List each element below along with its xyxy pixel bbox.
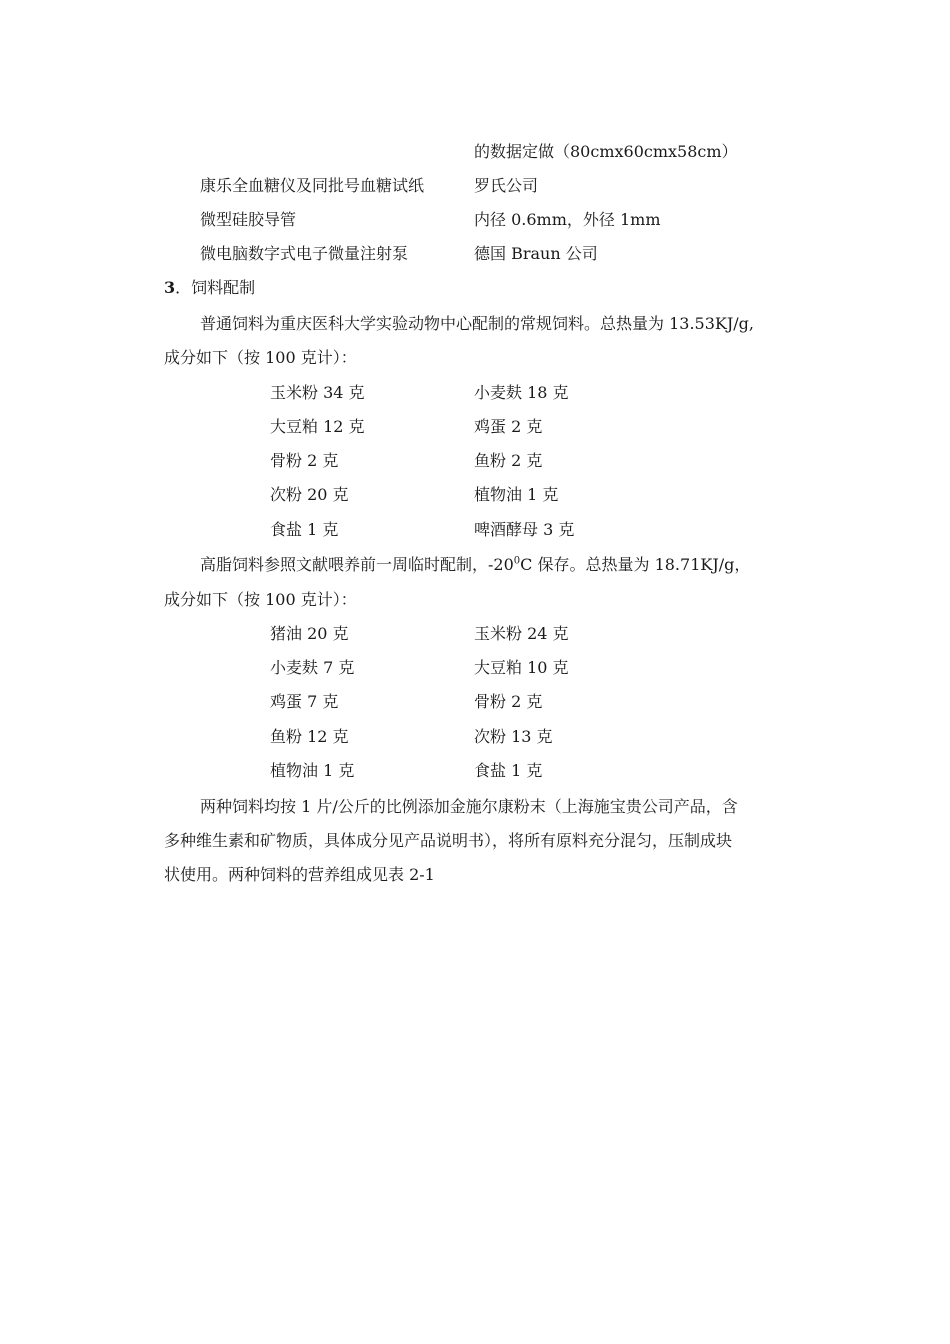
section-number: 3: [164, 278, 176, 297]
high-fat-intro-part1: 高脂饲料参照文献喂养前一周临时配制，-20: [200, 555, 514, 574]
normal-ingredient: 食盐 1 克: [270, 520, 339, 539]
equipment-row-3-value: 德国 Braun 公司: [474, 244, 598, 263]
normal-ingredient: 骨粉 2 克: [270, 451, 339, 470]
high-fat-ingredient: 次粉 13 克: [474, 727, 553, 746]
equipment-row-2-value: 内径 0.6mm，外径 1mm: [474, 210, 661, 229]
high-fat-intro-line1: [200, 555, 750, 575]
normal-ingredient: 鱼粉 2 克: [474, 451, 543, 470]
normal-ingredient: 小麦麸 18 克: [474, 383, 569, 402]
normal-ingredient: 植物油 1 克: [474, 485, 559, 504]
high-fat-ingredient: 鸡蛋 7 克: [270, 692, 339, 711]
high-fat-ingredient: 小麦麸 7 克: [270, 658, 355, 677]
equipment-row-3-name: 微电脑数字式电子微量注射泵: [200, 244, 409, 263]
high-fat-ingredient: 玉米粉 24 克: [474, 624, 569, 643]
equipment-row-1-name: 康乐全血糖仪及同批号血糖试纸: [200, 176, 425, 195]
normal-ingredient: 玉米粉 34 克: [270, 383, 365, 402]
equipment-row-1-value: 罗氏公司: [474, 176, 539, 195]
high-fat-intro-line2: 成分如下（按 100 克计）：: [164, 590, 357, 609]
equipment-row-0-value: 的数据定做（80cmx60cmx58cm）: [474, 142, 738, 161]
section-heading: [164, 278, 255, 298]
degree-superscript: 0: [513, 555, 521, 567]
normal-ingredient: 大豆粕 12 克: [270, 417, 365, 436]
closing-line3: 状使用。两种饲料的营养组成见表 2-1: [164, 865, 435, 884]
high-fat-ingredient: 食盐 1 克: [474, 761, 543, 780]
high-fat-ingredient: 植物油 1 克: [270, 761, 355, 780]
high-fat-ingredient: 骨粉 2 克: [474, 692, 543, 711]
closing-line1: 两种饲料均按 1 片/公斤的比例添加金施尔康粉末（上海施宝贵公司产品，含: [200, 797, 738, 816]
equipment-row-2-name: 微型硅胶导管: [200, 210, 297, 229]
high-fat-ingredient: 鱼粉 12 克: [270, 727, 349, 746]
normal-ingredient: 次粉 20 克: [270, 485, 349, 504]
high-fat-ingredient: 猪油 20 克: [270, 624, 349, 643]
section-title: ．饲料配制: [175, 278, 256, 297]
normal-ingredient: 鸡蛋 2 克: [474, 417, 543, 436]
high-fat-intro-part2: C 保存。总热量为 18.71KJ/g，: [520, 555, 751, 574]
normal-feed-intro-line1: 普通饲料为重庆医科大学实验动物中心配制的常规饲料。总热量为 13.53KJ/g,: [200, 314, 754, 333]
normal-ingredient: 啤酒酵母 3 克: [474, 520, 575, 539]
normal-feed-intro-line2: 成分如下（按 100 克计）：: [164, 348, 357, 367]
high-fat-ingredient: 大豆粕 10 克: [474, 658, 569, 677]
closing-line2: 多种维生素和矿物质，具体成分见产品说明书），将所有原料充分混匀，压制成块: [164, 831, 733, 850]
